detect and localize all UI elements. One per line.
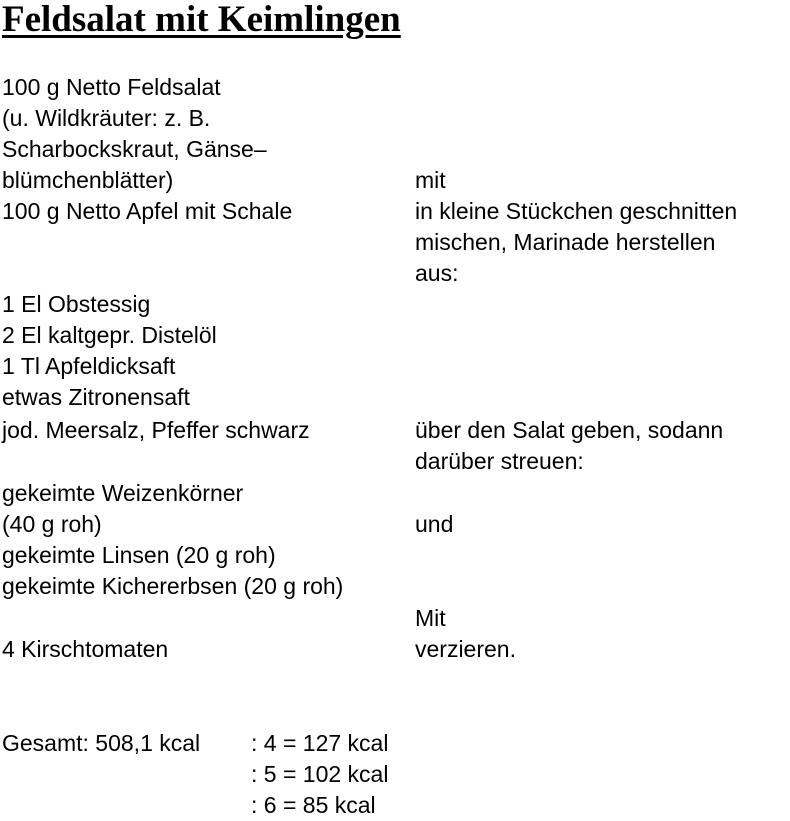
total-calories: Gesamt: 508,1 kcal	[2, 730, 201, 756]
portion-calories: : 5 = 102 kcal	[251, 761, 389, 787]
ingredient-line: gekeimte Kichererbsen (20 g roh)	[2, 573, 344, 599]
instruction-line: mischen, Marinade herstellen	[415, 229, 716, 255]
recipe-title: Feldsalat mit Keimlingen	[2, 0, 401, 40]
ingredient-line: etwas Zitronensaft	[2, 384, 190, 410]
ingredient-line: Scharbockskraut, Gänse–	[2, 136, 267, 162]
instruction-line: über den Salat geben, sodann	[415, 417, 724, 443]
ingredient-line: gekeimte Linsen (20 g roh)	[2, 542, 276, 568]
ingredient-line: 1 El Obstessig	[2, 291, 151, 317]
instruction-line: darüber streuen:	[415, 448, 584, 474]
ingredient-line: 100 g Netto Apfel mit Schale	[2, 198, 293, 224]
instruction-line: in kleine Stückchen geschnitten	[415, 198, 738, 224]
portion-calories: : 6 = 85 kcal	[251, 792, 376, 818]
ingredient-line: blümchenblätter)	[2, 167, 174, 193]
ingredient-line: 100 g Netto Feldsalat	[2, 74, 221, 100]
ingredient-line: gekeimte Weizenkörner	[2, 480, 244, 506]
ingredient-line: (40 g roh)	[2, 511, 102, 537]
instruction-line: und	[415, 511, 454, 537]
ingredient-line: jod. Meersalz, Pfeffer schwarz	[2, 417, 310, 443]
instruction-line: aus:	[415, 260, 459, 286]
ingredient-line: 4 Kirschtomaten	[2, 636, 169, 662]
instruction-line: Mit	[415, 605, 446, 631]
ingredient-line: 2 El kaltgepr. Distelöl	[2, 322, 217, 348]
ingredient-line: 1 Tl Apfeldicksaft	[2, 353, 176, 379]
instruction-line: mit	[415, 167, 446, 193]
portion-calories: : 4 = 127 kcal	[251, 730, 389, 756]
ingredient-line: (u. Wildkräuter: z. B.	[2, 105, 211, 131]
instruction-line: verzieren.	[415, 636, 516, 662]
